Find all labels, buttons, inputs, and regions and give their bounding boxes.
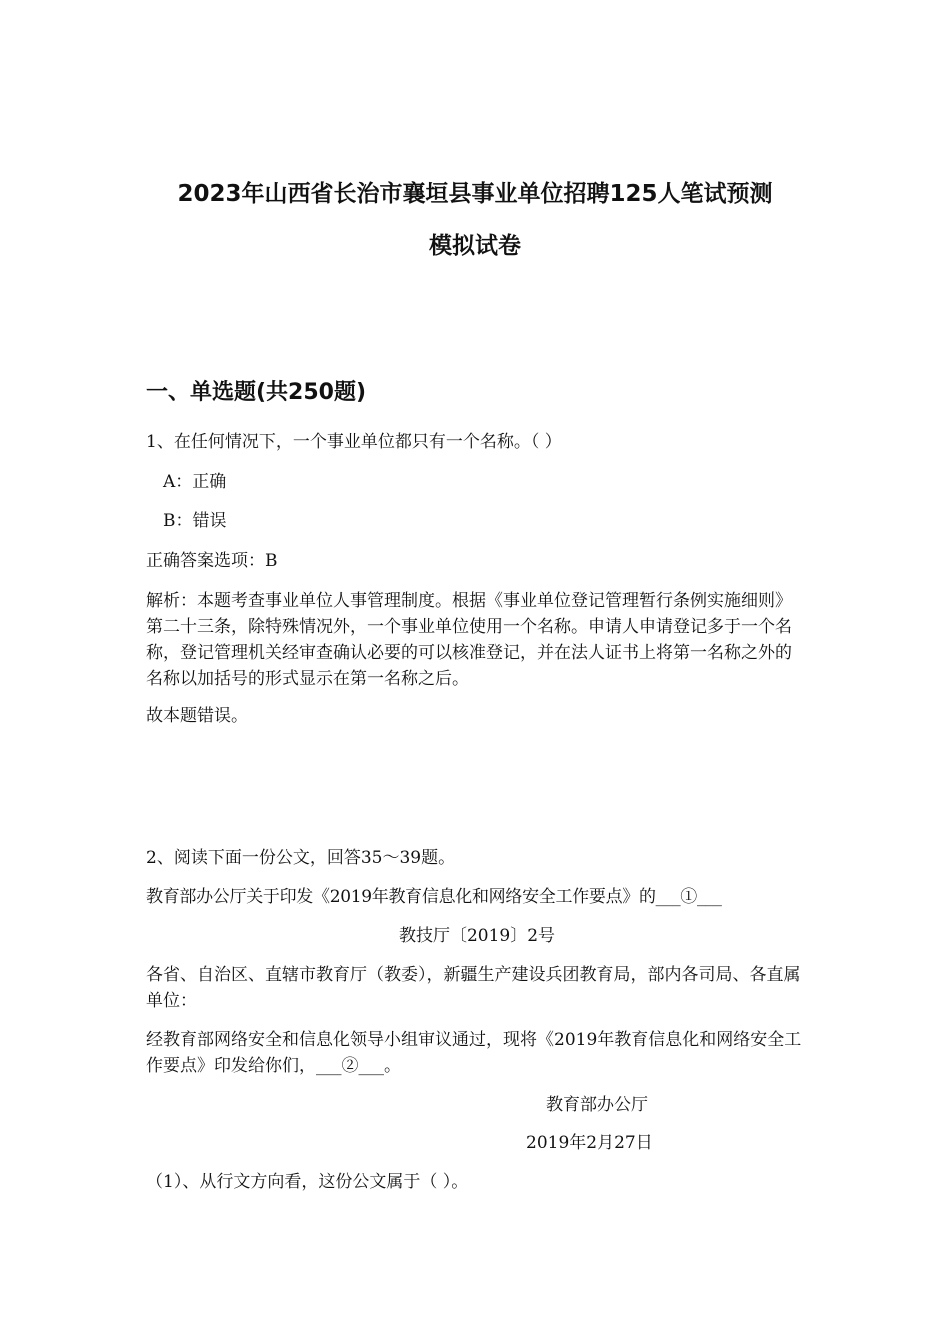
section-heading: 一、单选题(共250题) — [146, 380, 367, 405]
question-2-recipients: 各省、自治区、直辖市教育厅（教委），新疆生产建设兵团教育局，部内各司局、各直属单位： — [146, 965, 801, 1011]
question-2-date: 2019年2月27日 — [526, 1133, 653, 1153]
title-line-1: 2023年山西省长治市襄垣县事业单位招聘125人笔试预测 — [177, 181, 773, 207]
question-1-analysis: 解析：本题考查事业单位人事管理制度。根据《事业单位登记管理暂行条例实施细则》第二十三条，除特殊情况外，一个事业单位使用一个名称。申请人申请登记多于一个名称，登记管理机关经审查确认必要的可以核准登记，并在法人证书上将第一名称之外的名称以加括号的形式显示在第一名称之后。 — [146, 591, 792, 689]
question-1-conclusion: 故本题错误。 — [146, 706, 248, 726]
question-1-option-b: B：错误 — [163, 511, 227, 531]
question-2-document-number: 教技厅〔2019〕2号 — [398, 926, 556, 946]
question-2-signature: 教育部办公厅 — [546, 1095, 648, 1115]
question-1-option-a: A：正确 — [163, 472, 227, 492]
question-2-sub-question-1: （1）、从行文方向看，这份公文属于（ ）。 — [146, 1172, 469, 1192]
question-2-stem: 2、阅读下面一份公文，回答35～39题。 — [146, 848, 456, 868]
title-line-2: 模拟试卷 — [429, 233, 521, 259]
document-title — [120, 168, 830, 272]
question-2-body: 经教育部网络安全和信息化领导小组审议通过，现将《2019年教育信息化和网络安全工作要点》印发给你们，___②___。 — [146, 1030, 802, 1076]
question-1-stem: 1、在任何情况下，一个事业单位都只有一个名称。（ ） — [146, 432, 562, 452]
question-2-document-title: 教育部办公厅关于印发《2019年教育信息化和网络安全工作要点》的___①___ — [146, 887, 722, 907]
question-1-answer: 正确答案选项：B — [146, 551, 278, 571]
